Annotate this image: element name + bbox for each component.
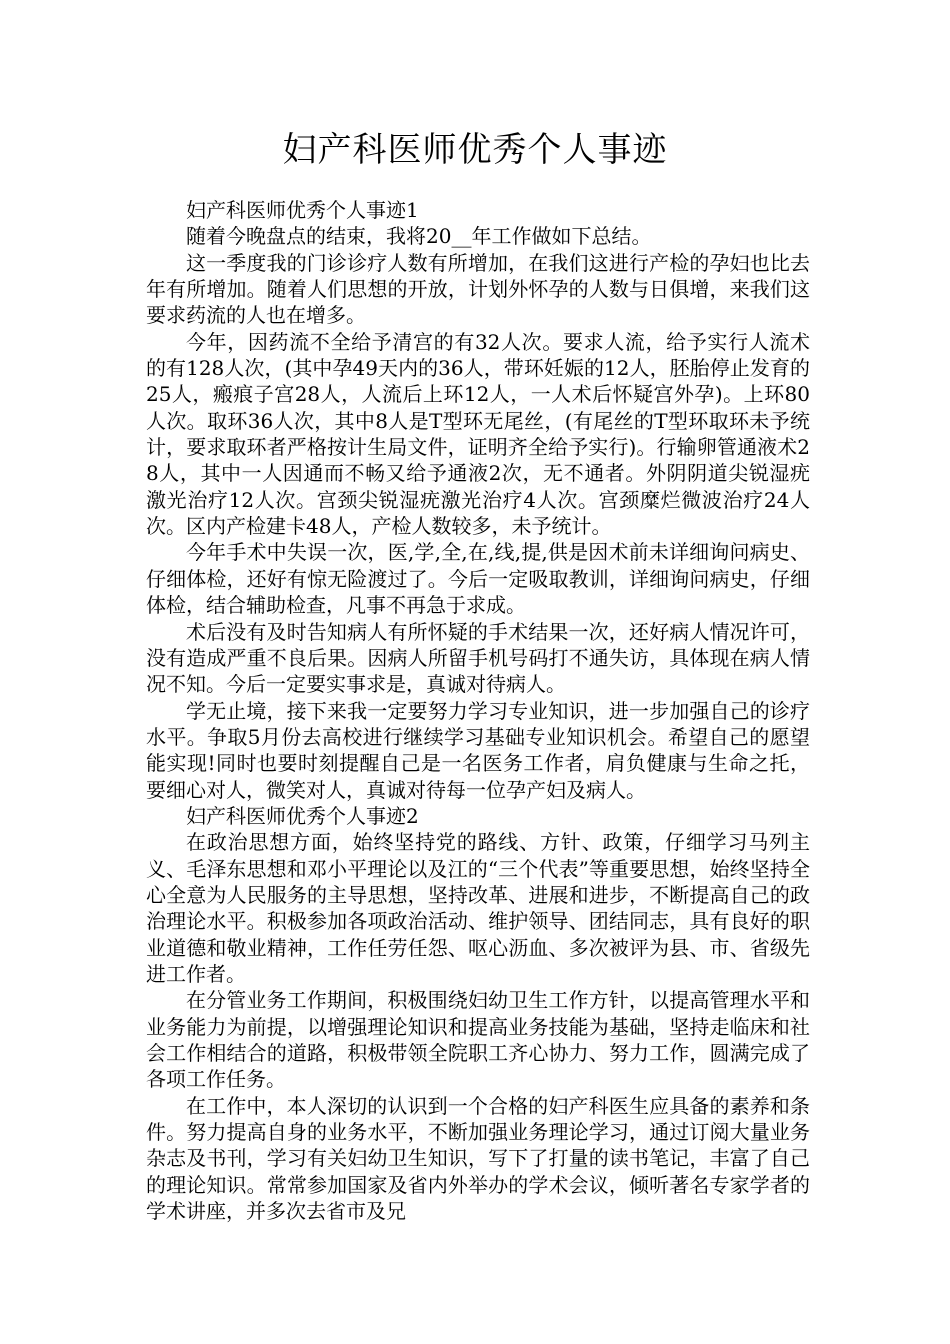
paragraph: 在分管业务工作期间，积极围绕妇幼卫生工作方针，以提高管理水平和业务能力为前提，以增强理论知识和提高业务技能为基础，坚持走临床和社会工作相结合的道路，积极带领全院职工齐心协力、努力工作，圆满完成了各项工作任务。 — [146, 988, 810, 1092]
paragraph: 在政治思想方面，始终坚持党的路线、方针、政策，仔细学习马列主义、毛泽东思想和邓小平理论以及江的“三个代表”等重要思想，始终坚持全心全意为人民服务的主导思想，坚持改革、进展和进步，不断提高自己的政治理论水平。积极参加各项政治活动、维护领导、团结同志，具有良好的职业道德和敬业精神，工作任劳任怨、呕心沥血、多次被评为县、市、省级先进工作者。 — [146, 830, 810, 986]
paragraph: 学无止境，接下来我一定要努力学习专业知识，进一步加强自己的诊疗水平。争取5月份去高校进行继续学习基础专业知识机会。希望自己的愿望能实现!同时也要时刻提醒自己是一名医务工作者，肩负健康与生命之托，要细心对人，微笑对人，真诚对待每一位孕产妇及病人。 — [146, 698, 810, 802]
paragraph: 今年手术中失误一次，医,学,全,在,线,提,供是因术前未详细询问病史、仔细体检，还好有惊无险渡过了。今后一定吸取教训，详细询问病史，仔细体检，结合辅助检查，凡事不再急于求成。 — [146, 540, 810, 618]
section-heading: 妇产科医师优秀个人事迹2 — [186, 803, 419, 828]
paragraph: 今年，因药流不全给予清宫的有32人次。要求人流，给予实行人流术的有128人次，(其中孕49天内的36人，带环妊娠的12人，胚胎停止发育的25人，瘢痕子宫28人，人流后上环12人，一人术后怀疑宫外孕)。上环80人次。取环36人次，其中8人是T型环无尾丝，(有尾丝的T型环取环未予统计，要求取环者严格按计生局文件，证明齐全给予实行)。行输卵管通液术28人，其中一人因通而不畅又给予通液2次，无不通者。外阴阴道尖锐湿疣激光治疗12人次。宫颈尖锐湿疣激光治疗4人次。宫颈糜烂微波治疗24人次。区内产检建卡48人，产检人数较多，未予统计。 — [146, 329, 810, 539]
document-title: 妇产科医师优秀个人事迹 — [282, 130, 668, 170]
paragraph: 在工作中，本人深切的认识到一个合格的妇产科医生应具备的素养和条件。努力提高自身的业务水平，不断加强业务理论学习，通过订阅大量业务杂志及书刊，学习有关妇幼卫生知识，写下了打量的读书笔记，丰富了自己的理论知识。常常参加国家及省内外举办的学术会议，倾听著名专家学者的学术讲座，并多次去省市及兄 — [146, 1093, 810, 1224]
paragraph: 随着今晚盘点的结束，我将20__年工作做如下总结。 — [186, 224, 652, 249]
paragraph: 这一季度我的门诊诊疗人数有所增加，在我们这进行产检的孕妇也比去年有所增加。随着人们思想的开放，计划外怀孕的人数与日俱增，来我们这要求药流的人也在增多。 — [146, 250, 810, 328]
section-heading: 妇产科医师优秀个人事迹1 — [186, 198, 419, 222]
paragraph: 术后没有及时告知病人有所怀疑的手术结果一次，还好病人情况许可，没有造成严重不良后果。因病人所留手机号码打不通失访，具体现在病人情况不知。今后一定要实事求是，真诚对待病人。 — [146, 619, 810, 697]
document-body — [146, 197, 810, 1224]
